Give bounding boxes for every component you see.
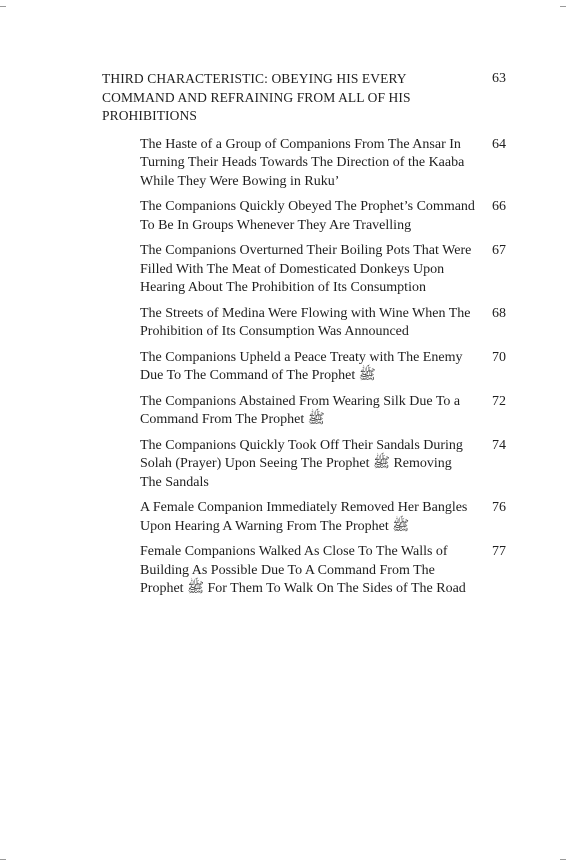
toc-page-number: 64 — [492, 136, 506, 152]
crop-mark — [560, 859, 566, 860]
toc-page-number: 70 — [492, 349, 506, 365]
crop-mark — [0, 859, 6, 860]
toc-entry — [140, 437, 512, 493]
toc-entry-title: The Companions Abstained From Wearing Silk Due To a Command From The Prophet ﷺ — [140, 393, 461, 427]
toc-entry-title: The Companions Quickly Took Off Their Sandals During Solah (Prayer) Upon Seeing The Prophet ﷺ Removing The Sandals — [140, 437, 463, 490]
toc-entry — [140, 242, 512, 298]
toc-page-number: 76 — [492, 500, 506, 515]
toc-page-number: 77 — [492, 544, 506, 559]
toc-entry — [140, 543, 512, 599]
toc-page-number: 67 — [492, 243, 506, 258]
toc-entry-title: The Companions Upheld a Peace Treaty with The Enemy Due To The Command of The Prophet ﷺ — [140, 349, 463, 383]
toc-page-number: 72 — [492, 393, 506, 409]
toc-page-number: 68 — [492, 305, 506, 321]
toc-chapter-title: THIRD CHARACTERISTIC: OBEYING HIS EVERY COMMAND AND REFRAINING FROM ALL OF HIS PROHIBITIONS — [102, 71, 411, 123]
toc-entry — [140, 499, 512, 536]
crop-mark — [0, 6, 6, 7]
toc-entry — [140, 305, 512, 342]
toc-entry-title: The Streets of Medina Were Flowing with Wine When The Prohibition of Its Consumption Was Announced — [140, 305, 471, 339]
toc-entry — [140, 393, 512, 430]
toc-entry-title: The Companions Overturned Their Boiling Pots That Were Filled With The Meat of Domesticated Donkeys Upon Hearing About The Prohibition of Its Consumption — [140, 243, 472, 295]
toc-page-number: 74 — [492, 437, 506, 453]
toc-entry-title: The Haste of a Group of Companions From The Ansar In Turning Their Heads Towards The Direction of the Kaaba While They Were Bowing in Ruku’ — [140, 136, 465, 189]
toc-entry-title: A Female Companion Immediately Removed Her Bangles Upon Hearing A Warning From The Prophet ﷺ — [140, 500, 468, 534]
table-of-contents — [102, 70, 512, 606]
toc-chapter — [102, 70, 512, 126]
toc-page-number: 66 — [492, 199, 506, 214]
crop-mark — [560, 6, 566, 7]
toc-entry-title: Female Companions Walked As Close To The Walls of Building As Possible Due To A Command From The Prophet ﷺ For Them To Walk On The Sides of The Road — [140, 544, 466, 596]
toc-entry — [140, 349, 512, 386]
toc-page-number: 63 — [492, 71, 506, 86]
toc-entry — [140, 136, 512, 192]
toc-entry-title: The Companions Quickly Obeyed The Prophet’s Command To Be In Groups Whenever They Are Travelling — [140, 199, 475, 233]
toc-entry — [140, 198, 512, 235]
